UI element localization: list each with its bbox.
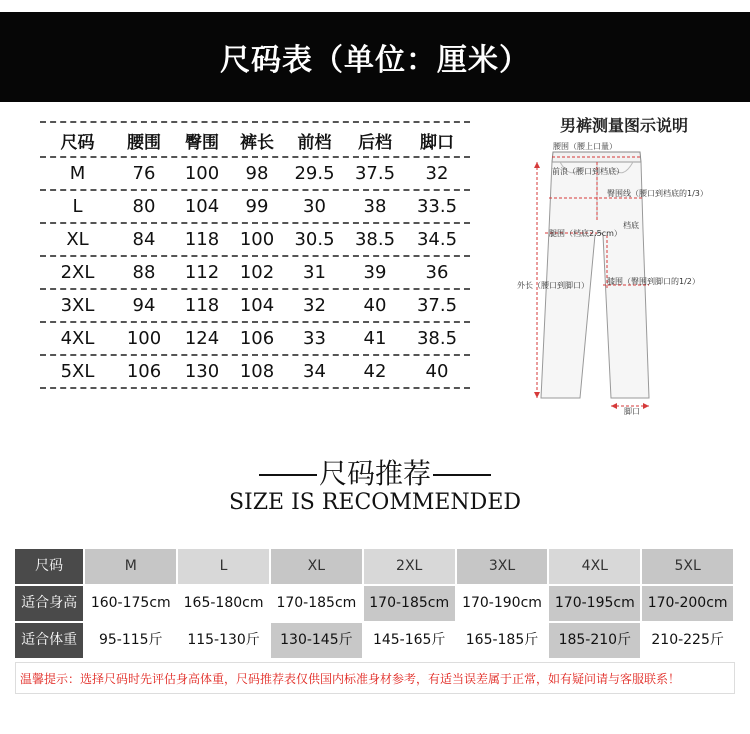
table-cell: 34 [303,361,326,382]
header-cell: 腰围 [127,133,161,153]
size-header-cell: 2XL [364,549,455,584]
size-header-cell: XL [271,549,362,584]
table-cell: 37.5 [416,295,458,316]
table-cell: 124 [184,328,220,349]
table-cell: 106 [239,328,275,349]
recommend-title-text: 尺码推荐 [318,457,431,490]
size-table [40,121,470,389]
table-cell: 42 [363,361,387,382]
table-cell: 104 [239,295,275,316]
recommend-table [15,549,735,660]
pants-measurement-diagram [515,110,745,420]
table-cell: 39 [363,262,387,283]
size-header-label: 尺码 [15,549,83,584]
table-row [40,323,470,356]
table-cell: 104 [184,196,220,217]
table-cell: 99 [245,196,269,217]
table-cell: 84 [132,229,156,250]
weight-cell: 210-225斤 [642,623,733,658]
table-cell: 32 [425,163,449,184]
waist-label: 腰围（腰上口量） [553,142,617,151]
table-cell: 102 [239,262,275,283]
title-rule-left [259,474,317,476]
table-row [40,290,470,323]
table-cell: 38.5 [416,328,458,349]
table-cell: 118 [184,229,220,250]
title-rule-right [433,474,491,476]
recommend-header-row [15,549,735,584]
table-cell: 94 [132,295,156,316]
weight-cell: 145-165斤 [364,623,455,658]
height-cell: 165-180cm [178,586,269,621]
weight-cell: 130-145斤 [271,623,362,658]
table-row [40,356,470,389]
table-cell: 80 [132,196,156,217]
table-cell: 40 [425,361,449,382]
weight-cell: 95-115斤 [85,623,176,658]
header-cell: 后档 [358,133,392,153]
height-cell: 170-200cm [642,586,733,621]
table-cell: 112 [184,262,220,283]
table-cell: 37.5 [354,163,396,184]
table-cell: 4XL [60,328,95,349]
outseam-label: 外长（腰口到脚口） [517,281,589,290]
pants-illustration [515,110,745,420]
table-cell: 33 [303,328,326,349]
weight-cell: 165-185斤 [457,623,548,658]
table-cell: 32 [303,295,326,316]
table-cell: 33.5 [416,196,458,217]
table-row [40,257,470,290]
hip-label: 臀围线（腰口到档底的1/3） [607,189,708,198]
table-cell: 5XL [60,361,95,382]
height-cell: 170-190cm [457,586,548,621]
height-cell: 170-185cm [364,586,455,621]
weight-cell: 115-130斤 [178,623,269,658]
header-cell: 脚口 [420,133,454,153]
table-cell: 88 [132,262,156,283]
table-cell: 76 [132,163,156,184]
height-cell: 170-195cm [549,586,640,621]
size-header-cell: M [85,549,176,584]
weight-row-label: 适合体重 [15,623,83,658]
hem-label: 脚口 [624,407,640,416]
size-header-cell: 4XL [549,549,640,584]
table-cell: 30 [303,196,326,217]
crotch-label: 档底 [623,221,639,230]
size-header-cell: 5XL [642,549,733,584]
header-banner [0,12,750,102]
table-cell: 100 [239,229,275,250]
size-header-cell: L [178,549,269,584]
knee-label: 膝围（臀围到脚口的1/2） [607,277,700,286]
height-row-label: 适合身高 [15,586,83,621]
table-cell: 41 [363,328,387,349]
table-cell: 118 [184,295,220,316]
recommend-title [0,452,750,492]
table-cell: 100 [126,328,162,349]
size-header-cell: 3XL [457,549,548,584]
weight-cell: 185-210斤 [549,623,640,658]
table-cell: 130 [184,361,220,382]
table-cell: 34.5 [416,229,458,250]
table-cell: 38.5 [354,229,396,250]
table-cell: L [72,196,83,217]
table-cell: 29.5 [294,163,335,184]
table-cell: M [69,163,86,184]
height-row [15,586,735,621]
table-cell: 3XL [60,295,95,316]
header-cell: 尺码 [60,133,95,153]
table-cell: 2XL [60,262,95,283]
table-cell: XL [66,229,89,250]
table-cell: 36 [425,262,449,283]
height-cell: 170-185cm [271,586,362,621]
recommend-subtitle: SIZE IS RECOMMENDED [228,490,522,515]
table-cell: 98 [245,163,269,184]
table-cell: 40 [363,295,387,316]
table-cell: 38 [363,196,387,217]
weight-row [15,623,735,658]
table-cell: 31 [303,262,326,283]
warm-tip-text: 温馨提示：选择尺码时先评估身高体重，尺码推荐表仅供国内标准身材参考，有适当误差属于正常，如有疑问请与客服联系！ [15,662,735,694]
table-cell: 30.5 [294,229,335,250]
table-row [40,191,470,224]
header-cell: 前档 [297,133,332,153]
header-cell: 臀围 [185,133,219,153]
height-cell: 160-175cm [85,586,176,621]
front-rise-label: 前浪（腰口到档底） [552,167,624,176]
table-cell: 106 [126,361,162,382]
table-cell: 100 [184,163,220,184]
diagram-title: 男裤测量图示说明 [560,116,689,135]
thigh-label: 腿围（档底2.5cm） [549,229,622,238]
table-row [40,224,470,257]
header-cell: 裤长 [240,133,274,153]
table-cell: 108 [239,361,275,382]
table-row [40,158,470,191]
page-title: 尺码表（单位：厘米） [220,43,530,78]
table-header-row [40,125,470,158]
